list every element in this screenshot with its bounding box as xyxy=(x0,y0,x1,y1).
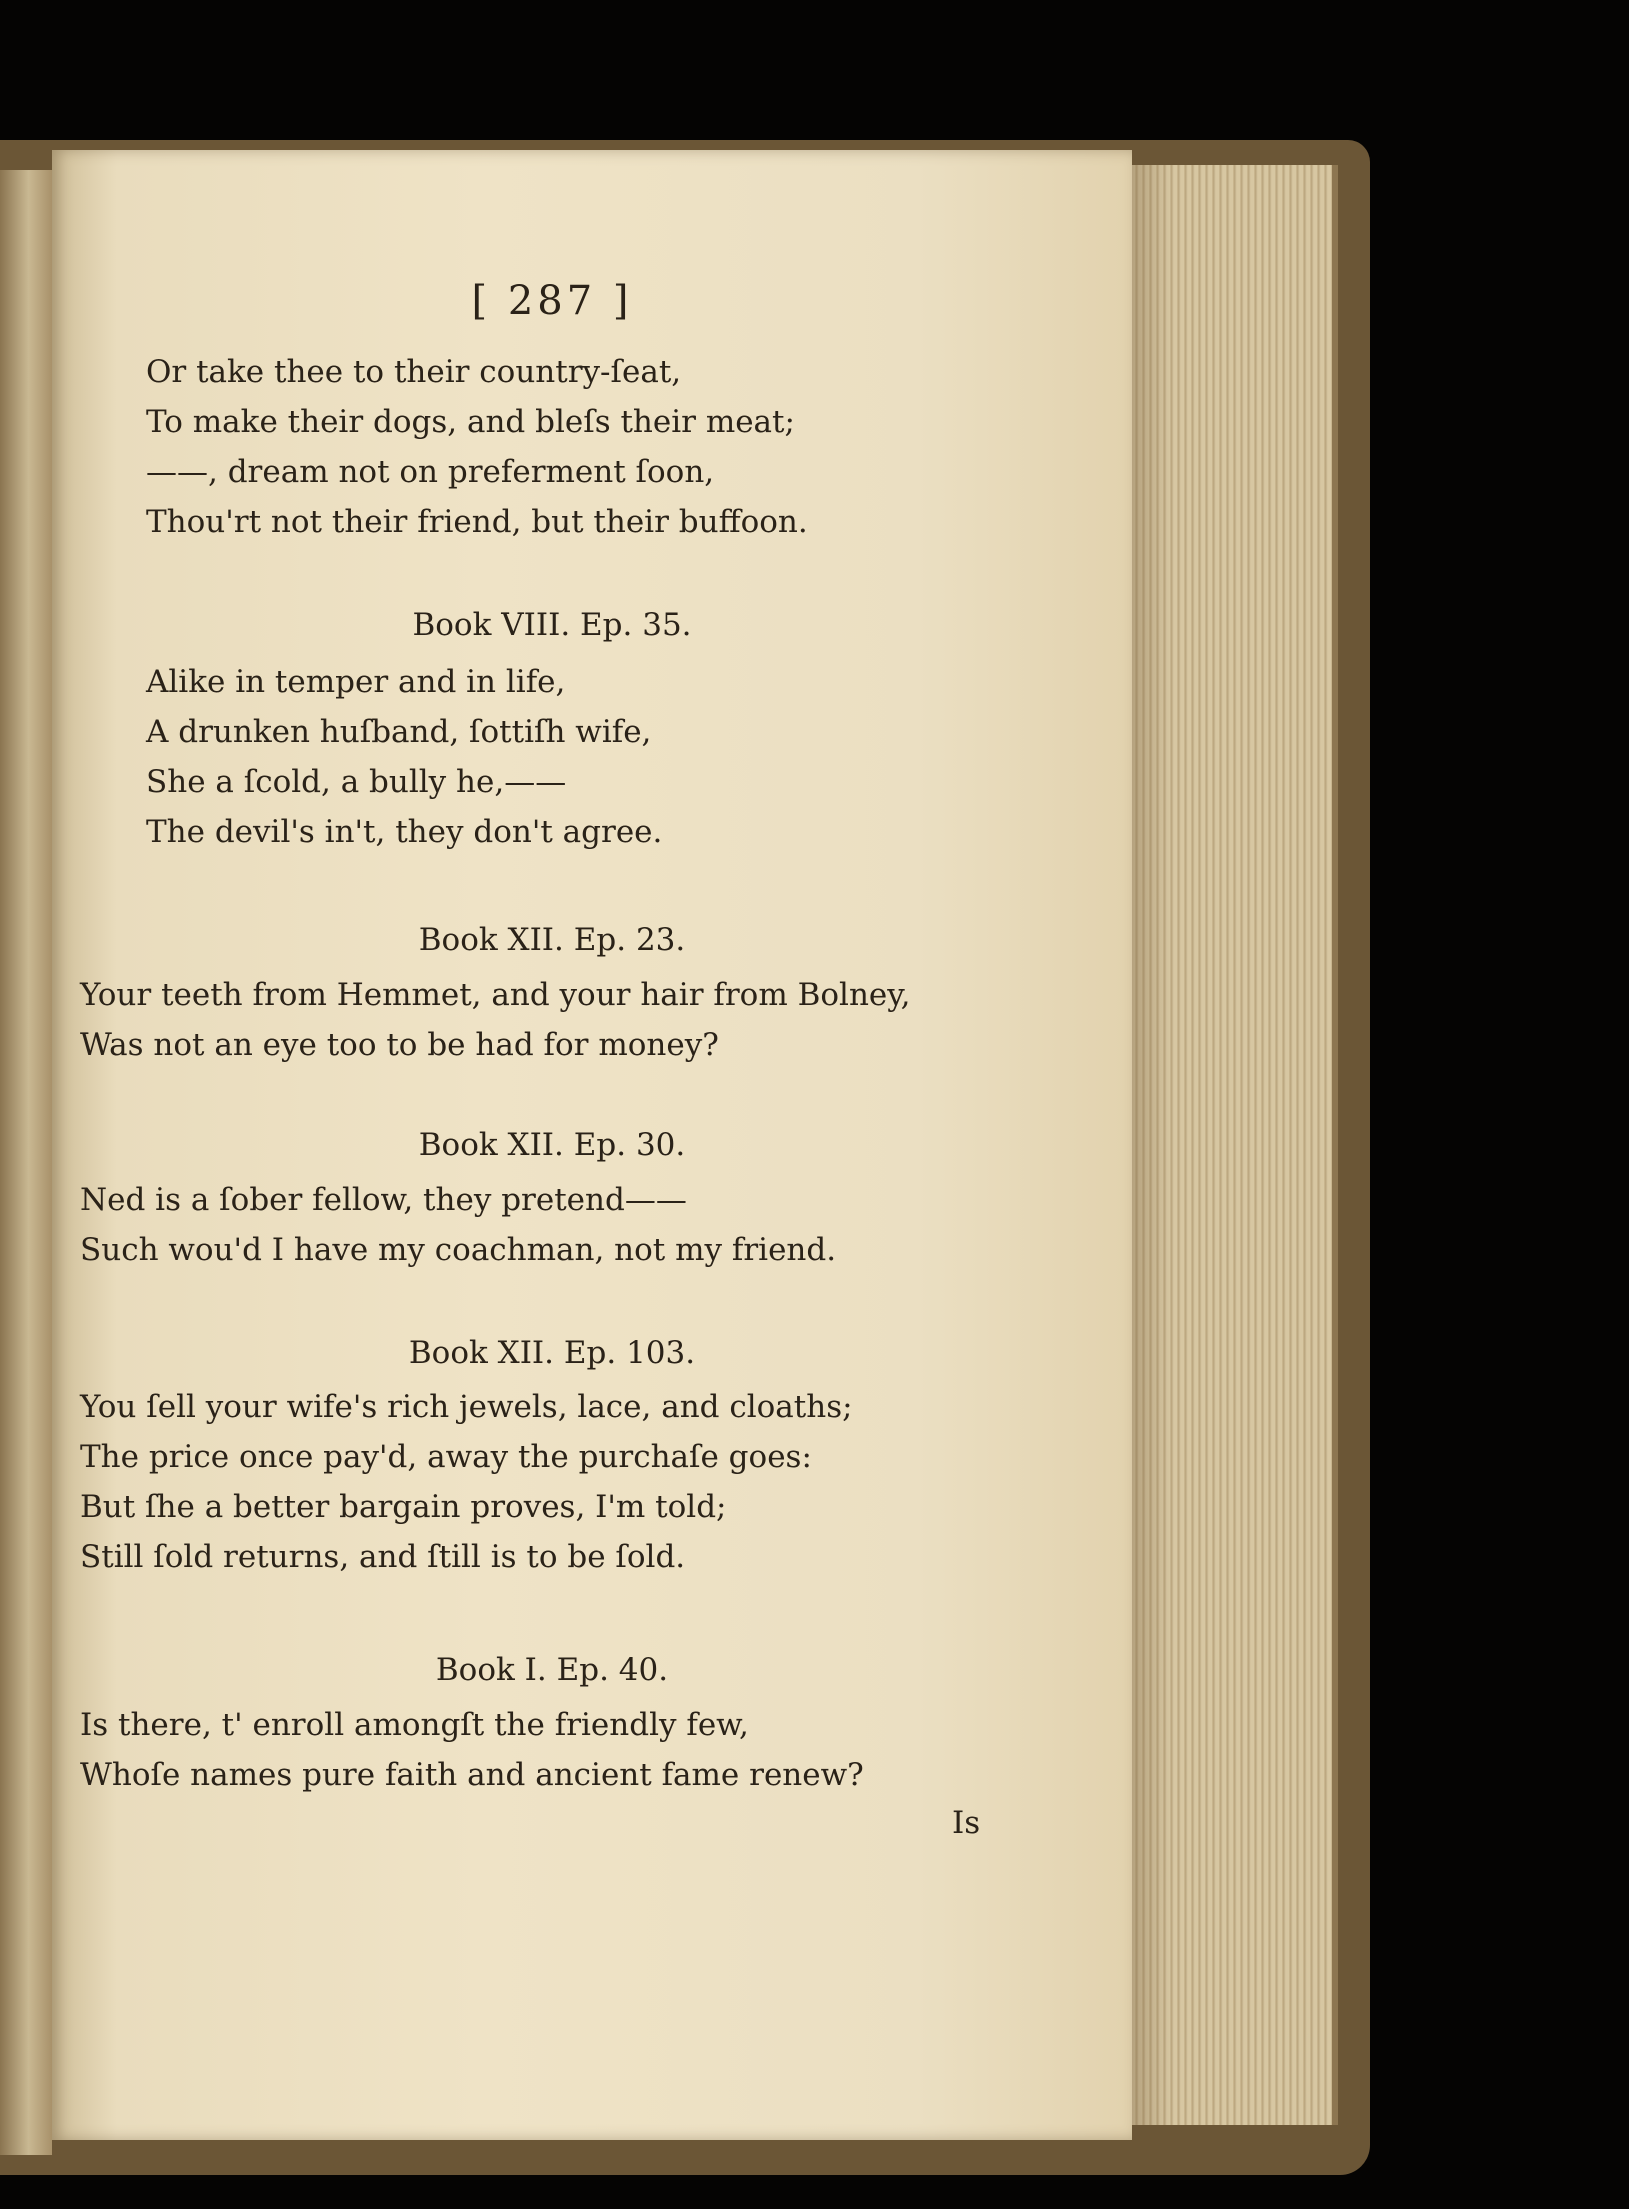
poem-line: Was not an eye too to be had for money? xyxy=(80,1027,719,1063)
poem-line: She a ſcold, a bully he,—— xyxy=(146,764,567,800)
poem-line: Thou'rt not their friend, but their buffoon. xyxy=(146,504,808,540)
poem-line: Ned is a ſober fellow, they pretend—— xyxy=(80,1182,687,1218)
poem-line: Is there, t' enroll amongſt the friendly few, xyxy=(80,1707,749,1743)
catchword: Is xyxy=(952,1805,981,1841)
poem-line: Or take thee to their country-ſeat, xyxy=(146,354,682,390)
poem-line: ——, dream not on preferment ſoon, xyxy=(146,454,715,490)
poem-line: The price once pay'd, away the purchaſe goes: xyxy=(80,1439,812,1475)
poem-line: But ſhe a better bargain proves, I'm told; xyxy=(80,1489,727,1525)
epigram-heading: Book VIII. Ep. 35. xyxy=(412,607,692,643)
poem-line: Whoſe names pure faith and ancient fame renew? xyxy=(80,1757,864,1793)
facing-page-edge xyxy=(0,170,52,2155)
epigram-heading: Book XII. Ep. 103. xyxy=(408,1335,696,1371)
poem-line: Your teeth from Hemmet, and your hair from Bolney, xyxy=(80,977,911,1013)
fore-edge-shadow xyxy=(1132,165,1172,2125)
poem-line: Still ſold returns, and ſtill is to be ſold. xyxy=(80,1539,686,1575)
epigram-heading: Book I. Ep. 40. xyxy=(435,1652,669,1688)
poem-line: You ſell your wife's rich jewels, lace, and cloaths; xyxy=(80,1389,853,1425)
epigram-heading: Book XII. Ep. 23. xyxy=(418,922,686,958)
poem-line: Such wou'd I have my coachman, not my friend. xyxy=(80,1232,837,1268)
poem-line: A drunken huſband, ſottiſh wife, xyxy=(146,714,652,750)
poem-line: To make their dogs, and bleſs their meat; xyxy=(146,404,795,440)
epigram-heading: Book XII. Ep. 30. xyxy=(418,1127,686,1163)
page-content xyxy=(52,150,1132,2140)
poem-line: Alike in temper and in life, xyxy=(146,664,566,700)
page-number: [ 287 ] xyxy=(471,278,633,324)
poem-line: The devil's in't, they don't agree. xyxy=(146,814,663,850)
